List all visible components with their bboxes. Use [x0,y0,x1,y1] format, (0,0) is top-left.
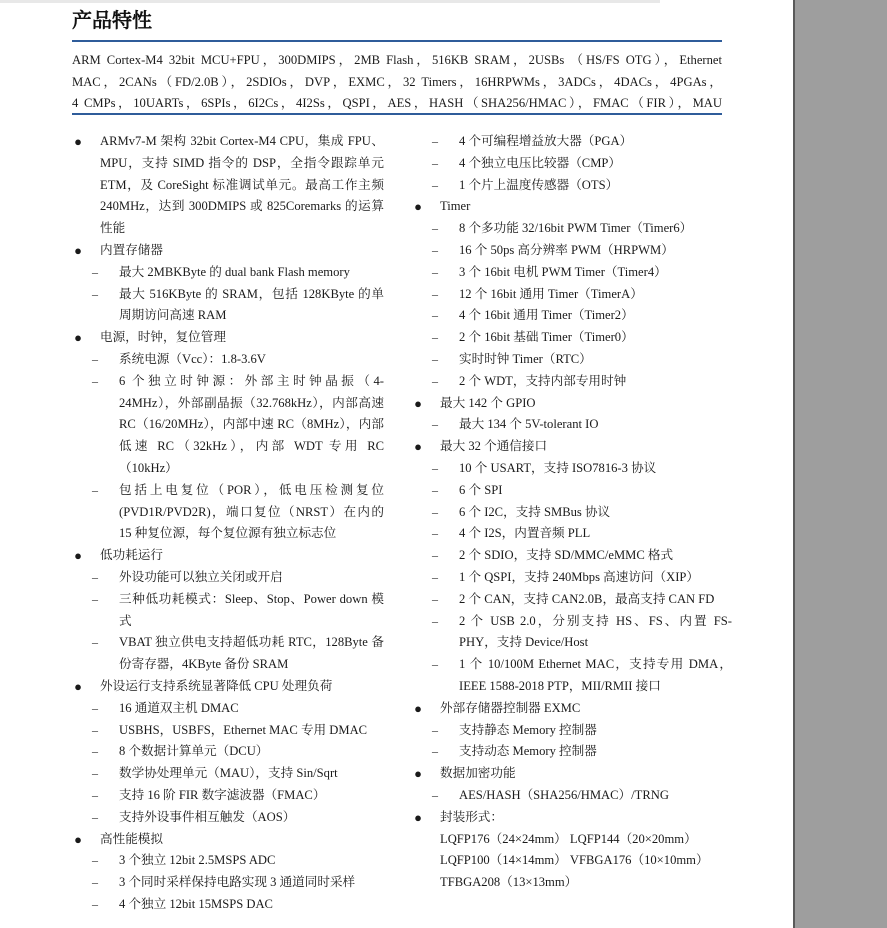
item-text: 12 个 16bit 通用 Timer（TimerA） [459,286,643,301]
dash-icon: – [432,417,438,432]
item-text: 16 个 50ps 高分辨率 PWM（HRPWM） [459,242,674,257]
feature-summary [72,50,722,115]
item-text: TFBGA208（13×13mm） [440,875,578,890]
feature-subitem [72,262,384,284]
feature-subitem [412,545,732,567]
dash-icon: – [92,286,98,301]
dash-icon: – [432,613,438,628]
feature-subitem [412,589,732,611]
package-line [412,850,732,872]
feature-bullet [72,240,384,262]
feature-subitem [72,850,384,872]
summary-line: ARM Cortex-M4 32bit MCU+FPU，300DMIPS，2MB Flash，516KB SRAM，2USBs （HS/FS OTG），Ethernet [72,53,722,67]
dash-icon: – [92,787,98,802]
feature-subitem [72,632,384,676]
item-text: 最大 32 个通信接口 [440,439,548,454]
item-text: 4 个 16bit 通用 Timer（Timer2） [459,308,634,323]
dash-icon: – [92,635,98,650]
item-text: 支持 16 阶 FIR 数字滤波器（FMAC） [119,787,326,802]
item-text: 8 个多功能 32/16bit PWM Timer（Timer6） [459,221,693,236]
dash-icon: – [432,330,438,345]
feature-subitem [72,480,384,545]
feature-bullet [72,545,384,567]
dash-icon: – [92,896,98,911]
item-text: 6 个 SPI [459,482,503,497]
item-text: 1 个 10/100M Ethernet MAC，支持专用 DMA，IEEE 1588-2018 PTP，MII/RMII 接口 [459,657,732,693]
feature-subitem [72,349,384,371]
feature-subitem [412,371,732,393]
feature-subitem [72,741,384,763]
item-text: 包括上电复位（POR），低电压检测复位(PVD1R/PVD2R)，端口复位（NRST）在内的 15 种复位源，每个复位源有独立标志位 [119,482,384,541]
dash-icon: – [432,569,438,584]
bullet-icon: ● [74,242,82,258]
bullet-icon: ● [414,809,422,825]
feature-subitem [412,240,732,262]
item-text: 2 个 SDIO，支持 SD/MMC/eMMC 格式 [459,548,674,563]
bullet-icon: ● [414,439,422,455]
dash-icon: – [92,809,98,824]
feature-subitem [72,284,384,328]
feature-list-left [72,131,384,916]
dash-icon: – [92,744,98,759]
item-text: 最大 516KByte 的 SRAM，包括 128KByte 的单周期访问高速 RAM [119,286,384,323]
page-title: 产品特性 [72,8,152,32]
item-text: 4 个可编程增益放大器（PGA） [459,134,633,148]
dash-icon: – [432,155,438,170]
dash-icon: – [92,264,98,279]
bullet-icon: ● [414,700,422,716]
bullet-icon: ● [74,678,82,694]
item-text: 支持动态 Memory 控制器 [459,744,597,759]
feature-subitem [72,807,384,829]
item-text: 外部存储器控制器 EXMC [440,700,581,715]
item-text: LQFP100（14×14mm） VFBGA176（10×10mm） [440,853,709,868]
summary-rule-bottom [72,113,722,115]
feature-subitem [72,872,384,894]
feature-bullet [412,436,732,458]
feature-subitem [412,349,732,371]
feature-subitem [412,284,732,306]
feature-subitem [412,305,732,327]
item-text: 4 个 I2S，内置音频 PLL [459,526,591,541]
feature-subitem [412,720,732,742]
dash-icon: – [92,591,98,606]
dash-icon: – [432,744,438,759]
bullet-icon: ● [414,199,422,215]
item-text: 16 通道双主机 DMAC [119,700,239,715]
dash-icon: – [92,722,98,737]
feature-list-right [412,131,732,894]
bullet-icon: ● [74,548,82,564]
item-text: 外设功能可以独立关闭或开启 [119,569,283,584]
dash-icon: – [432,221,438,236]
bullet-icon: ● [74,831,82,847]
dash-icon: – [92,875,98,890]
feature-subitem [412,175,732,197]
item-text: Timer [440,199,471,214]
feature-bullet [412,393,732,415]
previous-page-edge [0,0,660,3]
item-text: 实时时钟 Timer（RTC） [459,351,592,366]
feature-subitem [412,480,732,502]
dash-icon: – [432,722,438,737]
feature-subitem [412,458,732,480]
feature-subitem [412,153,732,175]
item-text: 数学协处理单元（MAU），支持 Sin/Sqrt [119,766,338,781]
item-text: ARMv7-M 架构 32bit Cortex-M4 CPU，集成 FPU、MPU，支持 SIMD 指令的 DSP，全指令跟踪单元 ETM，及 CoreSight 标准调试单元。最高工作主频 240MHz，达到 300DMIPS 或 825Coremarks 的运算性能 [100,134,384,236]
dash-icon: – [432,548,438,563]
feature-bullet [72,131,384,240]
dash-icon: – [432,373,438,388]
item-text: 外设运行支持系统显著降低 CPU 处理负荷 [100,678,333,693]
item-text: 最大 142 个 GPIO [440,395,536,410]
item-text: 3 个独立 12bit 2.5MSPS ADC [119,853,276,868]
summary-line: MAC，2CANs（FD/2.0B），2SDIOs，DVP，EXMC，32 Timers，16HRPWMs，3ADCs，4DACs，4PGAs， [72,74,722,89]
summary-line: 4 CMPs，10UARTs，6SPIs，6I2Cs，4I2Ss，QSPI，AES，HASH（SHA256/HMAC），FMAC（FIR），MAU [72,96,722,110]
dash-icon: – [432,657,438,672]
item-text: 6 个 I2C，支持 SMBus 协议 [459,504,611,519]
dash-icon: – [92,569,98,584]
dash-icon: – [92,482,98,497]
feature-subitem [412,523,732,545]
feature-subitem [412,567,732,589]
item-text: 内置存储器 [100,242,163,257]
package-line [412,829,732,851]
item-text: 最大 134 个 5V-tolerant IO [459,417,599,432]
bullet-icon: ● [74,134,82,149]
feature-subitem [412,131,732,153]
dash-icon: – [432,504,438,519]
feature-subitem [72,698,384,720]
bullet-icon: ● [414,766,422,782]
feature-bullet [72,327,384,349]
item-text: 2 个 16bit 基础 Timer（Timer0） [459,330,634,345]
feature-subitem [72,720,384,742]
feature-subitem [412,611,732,655]
title-rule-top [72,40,722,42]
item-text: 3 个 16bit 电机 PWM Timer（Timer4） [459,264,667,279]
dash-icon: – [432,308,438,323]
dash-icon: – [432,264,438,279]
item-text: 低功耗运行 [100,548,163,563]
package-line [412,872,732,894]
dash-icon: – [432,242,438,257]
item-text: 3 个同时采样保持电路实现 3 通道同时采样 [119,875,356,890]
item-text: LQFP176（24×24mm） LQFP144（20×20mm） [440,831,697,846]
item-text: 4 个独立电压比较器（CMP） [459,155,621,170]
bullet-icon: ● [414,395,422,411]
item-text: VBAT 独立供电支持超低功耗 RTC，128Byte 备份寄存器，4KByte 备份 SRAM [119,635,384,672]
feature-bullet [412,196,732,218]
feature-subitem [412,502,732,524]
feature-bullet [412,807,732,829]
item-text: 2 个 USB 2.0，分别支持 HS、FS、内置 FS-PHY，支持 Device/Host [459,613,732,650]
item-text: 数据加密功能 [440,766,516,781]
dash-icon: – [92,853,98,868]
dash-icon: – [432,460,438,475]
item-text: 系统电源（Vcc）：1.8-3.6V [119,351,266,366]
viewer-background [795,0,887,928]
dash-icon: – [92,351,98,366]
feature-bullet [72,829,384,851]
dash-icon: – [432,482,438,497]
item-text: 1 个 QSPI，支持 240Mbps 高速访问（XIP） [459,569,700,584]
feature-subitem [72,785,384,807]
dash-icon: – [92,373,98,388]
feature-subitem [412,785,732,807]
item-text: 支持外设事件相互触发（AOS） [119,809,296,824]
feature-subitem [72,894,384,916]
item-text: AES/HASH（SHA256/HMAC）/TRNG [459,787,669,802]
item-text: 6 个独立时钟源：外部主时钟晶振（4-24MHz），外部副晶振（32.768kHz），内部高速 RC（16/20MHz），内部中速 RC（8MHz），内部低速 RC（32kHz），内部 WDT 专用 RC（10kHz） [119,373,384,475]
bullet-icon: ● [74,330,82,346]
item-text: 三种低功耗模式：Sleep、Stop、Power down 模式 [119,591,384,628]
item-text: 2 个 CAN，支持 CAN2.0B，最高支持 CAN FD [459,591,715,606]
feature-subitem [72,589,384,633]
dash-icon: – [432,177,438,192]
item-text: 电源，时钟，复位管理 [100,330,226,345]
dash-icon: – [432,351,438,366]
item-text: 8 个数据计算单元（DCU） [119,744,269,759]
item-text: 10 个 USART，支持 ISO7816-3 协议 [459,460,657,475]
item-text: 支持静态 Memory 控制器 [459,722,597,737]
feature-subitem [412,327,732,349]
item-text: 封装形式： [440,809,503,824]
feature-subitem [72,371,384,480]
item-text: 2 个 WDT，支持内部专用时钟 [459,373,627,388]
feature-bullet [72,676,384,698]
dash-icon: – [92,766,98,781]
item-text: 最大 2MBKByte 的 dual bank Flash memory [119,264,350,279]
item-text: 4 个独立 12bit 15MSPS DAC [119,896,273,911]
item-text: 高性能模拟 [100,831,163,846]
feature-subitem [412,218,732,240]
dash-icon: – [432,591,438,606]
dash-icon: – [432,526,438,541]
feature-bullet [412,763,732,785]
dash-icon: – [92,700,98,715]
feature-subitem [412,741,732,763]
dash-icon: – [432,134,438,148]
feature-subitem [412,654,732,698]
dash-icon: – [432,286,438,301]
feature-subitem [72,763,384,785]
item-text: USBHS，USBFS，Ethernet MAC 专用 DMAC [119,722,368,737]
feature-subitem [412,262,732,284]
dash-icon: – [432,787,438,802]
item-text: 1 个片上温度传感器（OTS） [459,177,619,192]
feature-bullet [412,698,732,720]
feature-subitem [72,567,384,589]
feature-subitem [412,414,732,436]
